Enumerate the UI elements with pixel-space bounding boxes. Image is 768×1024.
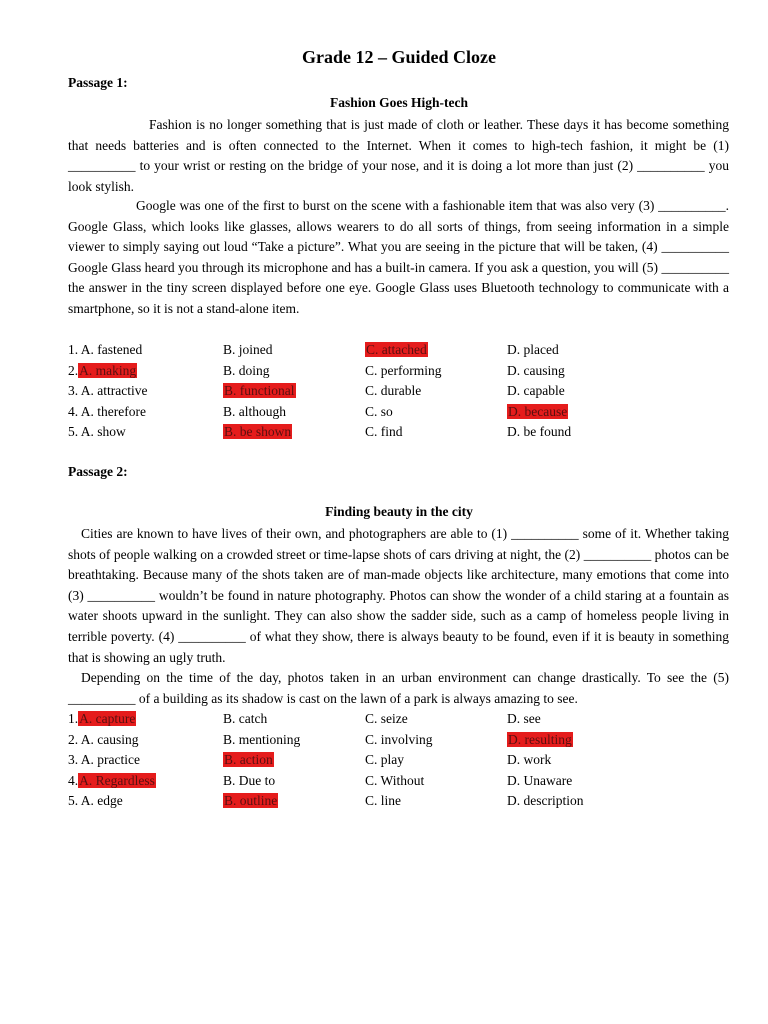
passage-1-label: Passage 1: [68, 75, 128, 90]
passage-2-label: Passage 2: [68, 464, 128, 479]
passage-2-paragraph-2: Depending on the time of the day, photos taken in an urban environment can change drastically. To see the (5) __________ of a building as its shadow is cast on the lawn of a park is always amazing to see. [68, 670, 729, 706]
option: C. involving [365, 731, 433, 747]
question-row [68, 423, 728, 444]
option: C. performing [365, 362, 442, 378]
option: B. catch [223, 711, 268, 726]
option: C. find [365, 424, 403, 439]
passage-1-paragraph-2: Google was one of the first to burst on the scene with a fashionable item that was also very (3) __________. Google Glass, which looks like glasses, allows wearers to do all sorts of things, from seeing information in a simple viewer to simply saying out loud “Take a picture”. What you are seeing in the picture that will be taken, (4) __________ Google Glass heard you through its microphone and has a built-in camera. If you ask a question, you will (5) __________ the answer in the tiny screen displayed before one eye. Google Glass uses Bluetooth technology to communicate with a smartphone, so it is not a stand-alone item. [68, 198, 729, 316]
option: B. Due to [223, 772, 276, 788]
option-answer: C. attached [366, 342, 427, 357]
question-row [68, 382, 728, 403]
option: D. placed [507, 342, 559, 357]
passage-2-heading: Finding beauty in the city [325, 504, 473, 519]
question-row [68, 751, 728, 772]
option: B. doing [223, 362, 270, 378]
option: 4. A. therefore [68, 403, 146, 419]
option: C. Without [365, 772, 425, 788]
page-title: Grade 12 – Guided Cloze [302, 47, 496, 67]
option-answer: D. resulting [508, 731, 572, 747]
question-row [68, 341, 728, 362]
question-row [68, 731, 728, 752]
option: D. Unaware [507, 772, 573, 788]
option: C. seize [365, 711, 408, 726]
option: 3. A. attractive [68, 383, 148, 398]
option: C. durable [365, 383, 422, 398]
option-answer: D. because [508, 403, 568, 419]
passage-1-heading: Fashion Goes High-tech [329, 95, 468, 110]
passage-2-options [68, 710, 728, 813]
question-row [68, 403, 728, 424]
option-answer: 2.A. making [68, 362, 137, 378]
option-answer: B. action [224, 752, 273, 767]
option: B. although [223, 403, 286, 419]
option-answer: B. outline [224, 793, 278, 808]
passage-2-paragraph-1: Cities are known to have lives of their own, and photographers are able to (1) __________ some of it. Whether taking shots of people walking on a crowded street or time-lapse shots of cars driving at night, the (2) __________ photos can be breathtaking. Because many of the shots taken are of man-made objects like architecture, many emotions that come into (3) __________ wouldn’t be found in nature photography. Photos can show the wonder of a child staring at a fountain as water shoots upward in the sunlight. They can also show the sadder side, such as a camp of homeless people living in terrible poverty. (4) __________ of what they show, there is always beauty to be found, even if it is beauty in something that is showing an ugly truth. [68, 526, 729, 665]
option: D. capable [507, 383, 565, 398]
question-row [68, 362, 728, 383]
option: 1. A. fastened [68, 342, 143, 357]
option: B. joined [223, 342, 273, 357]
option: D. work [507, 752, 552, 767]
option: 2. A. causing [68, 731, 139, 747]
option: C. so [365, 403, 393, 419]
option: 3. A. practice [68, 752, 140, 767]
passage-1-options [68, 341, 728, 444]
passage-1-paragraph-1: Fashion is no longer something that is just made of cloth or leather. These days it has become something that needs batteries and is often connected to the Internet. When it comes to high-tech fashion, it might be (1) __________ to your wrist or resting on the bridge of your nose, and it is doing a lot more than just (2) __________ you look stylish. [68, 117, 729, 194]
option-answer: 4.A. Regardless [68, 772, 155, 788]
option: 5. A. show [68, 424, 126, 439]
option: D. see [507, 711, 541, 726]
option: C. line [365, 793, 401, 808]
option: D. description [507, 793, 584, 808]
question-row [68, 792, 728, 813]
option: B. mentioning [223, 731, 301, 747]
option: D. be found [507, 424, 572, 439]
option: D. causing [507, 362, 565, 378]
option: C. play [365, 752, 404, 767]
question-row [68, 710, 728, 731]
option-answer: 1.A. capture [68, 711, 136, 726]
option: 5. A. edge [68, 793, 123, 808]
question-row [68, 772, 728, 793]
option-answer: B. be shown [224, 424, 292, 439]
option-answer: B. functional [224, 383, 295, 398]
